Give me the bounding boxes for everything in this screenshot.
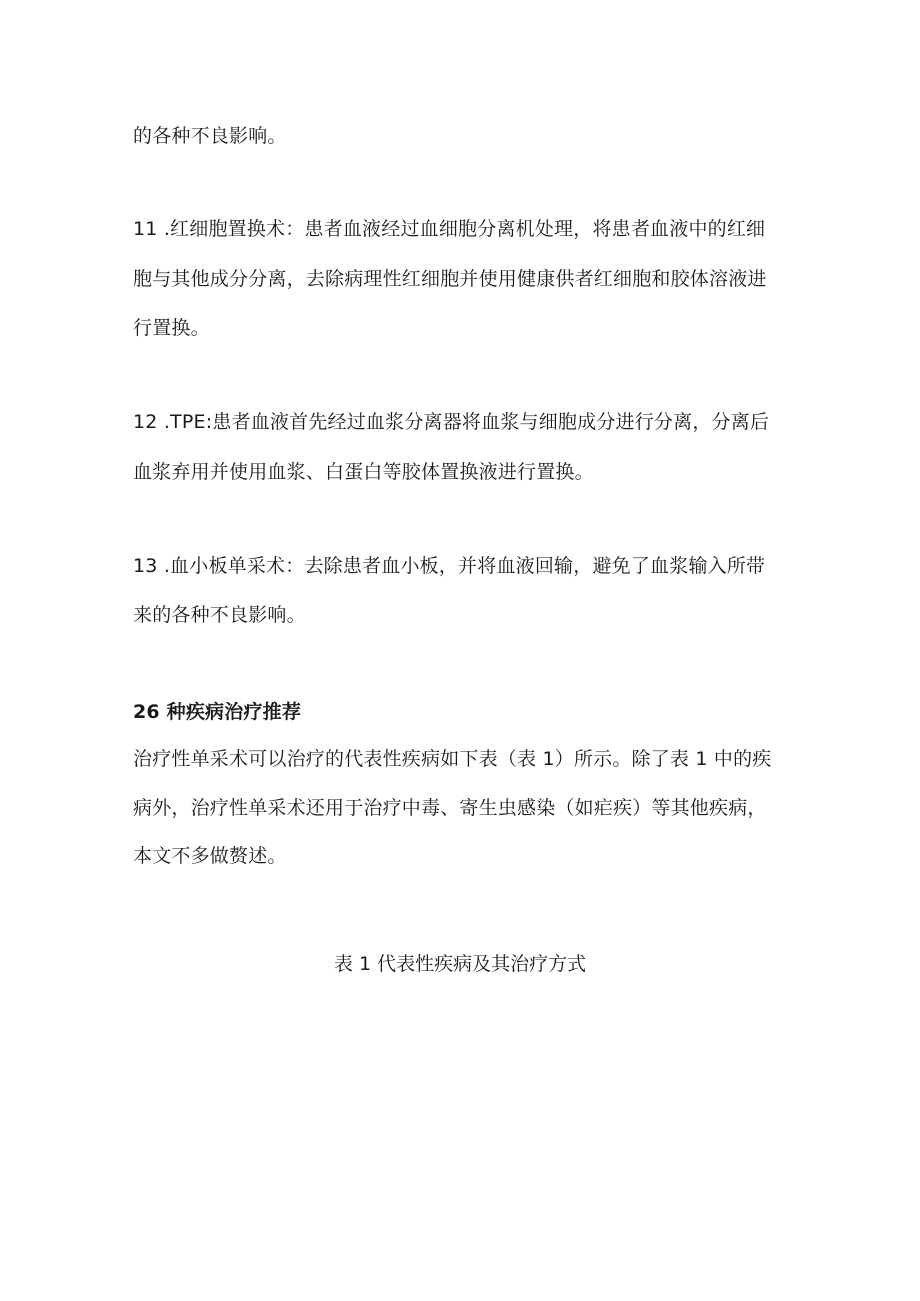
list-item-13-line-2: 来的各种不良影响。 [133,604,306,626]
section-paragraph-line-2: 病外，治疗性单采术还用于治疗中毒、寄生虫感染（如疟疾）等其他疾病， [133,797,767,819]
section-paragraph-line-3: 本文不多做赘述。 [133,845,287,867]
continuation-text: 的各种不良影响。 [133,125,287,147]
section-paragraph-line-1: 治疗性单采术可以治疗的代表性疾病如下表（表 1）所示。除了表 1 中的疾 [133,748,772,770]
section-heading: 26 种疾病治疗推荐 [133,701,302,723]
list-item-11-line-3: 行置换。 [133,317,210,339]
list-item-13-line-1: 13 .血小板单采术：去除患者血小板，并将血液回输，避免了血浆输入所带 [133,555,766,577]
list-item-11-line-2: 胞与其他成分分离，去除病理性红细胞并使用健康供者红细胞和胶体溶液进 [133,268,767,290]
list-item-12-line-2: 血浆弃用并使用血浆、白蛋白等胶体置换液进行置换。 [133,461,594,483]
list-item-12-line-1: 12 .TPE:患者血液首先经过血浆分离器将血浆与细胞成分进行分离，分离后 [133,411,770,433]
list-item-11-line-1: 11 .红细胞置换术：患者血液经过血细胞分离机处理，将患者血液中的红细 [133,218,766,240]
table-caption: 表 1 代表性疾病及其治疗方式 [333,953,587,975]
